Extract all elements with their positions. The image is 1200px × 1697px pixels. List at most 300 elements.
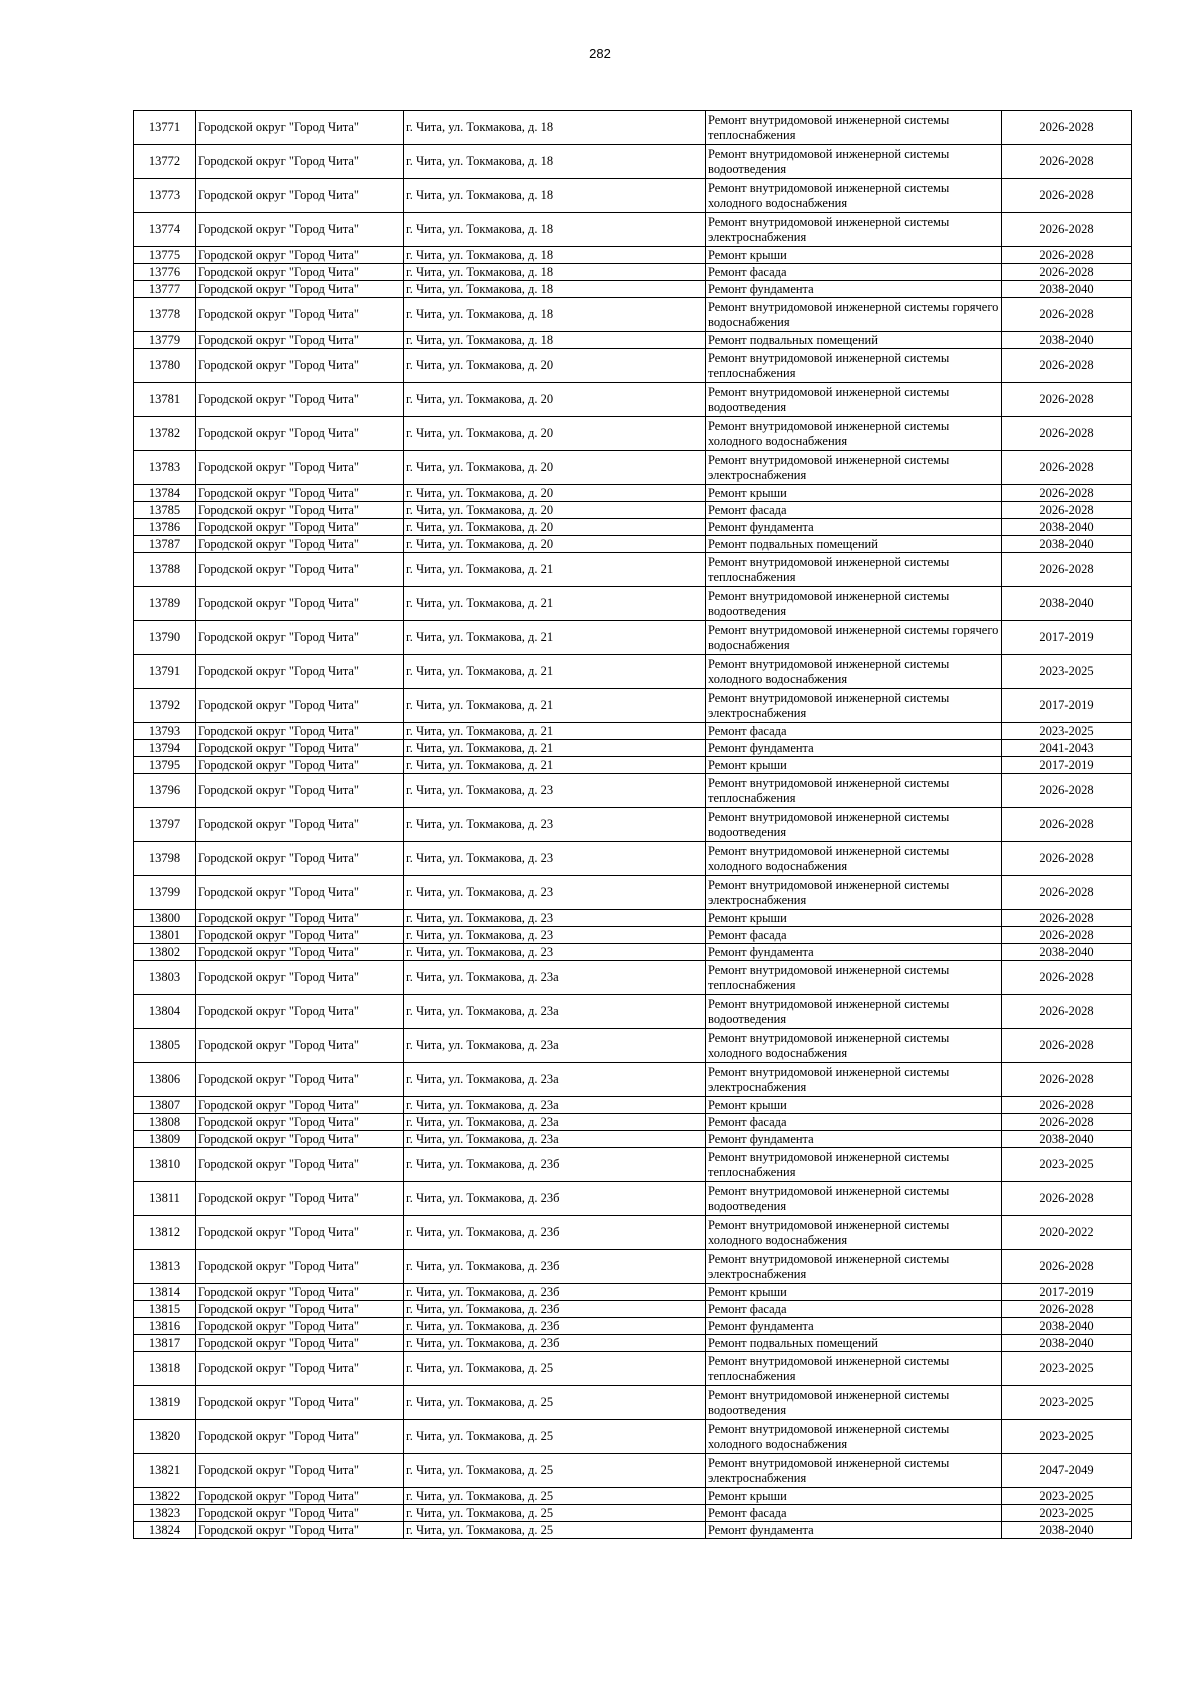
row-number-cell: 13820 [134,1420,196,1454]
address-cell: г. Чита, ул. Токмакова, д. 20 [404,383,706,417]
district-cell: Городской округ "Город Чита" [196,1318,404,1335]
table-row [134,1318,1132,1335]
work-type-cell: Ремонт внутридомовой инженерной системы водоотведения [706,587,1002,621]
table-row [134,1148,1132,1182]
district-cell: Городской округ "Город Чита" [196,1216,404,1250]
table-row [134,536,1132,553]
page-number: 282 [589,46,611,61]
work-type-cell: Ремонт фасада [706,1114,1002,1131]
row-number-cell: 13784 [134,485,196,502]
district-cell: Городской округ "Город Чита" [196,1148,404,1182]
table-row [134,1386,1132,1420]
table-row [134,621,1132,655]
period-cell: 2026-2028 [1002,876,1132,910]
work-type-cell: Ремонт фундамента [706,944,1002,961]
address-cell: г. Чита, ул. Токмакова, д. 25 [404,1488,706,1505]
row-number-cell: 13815 [134,1301,196,1318]
address-cell: г. Чита, ул. Токмакова, д. 25 [404,1522,706,1539]
address-cell: г. Чита, ул. Токмакова, д. 23а [404,1029,706,1063]
table-row [134,961,1132,995]
period-cell: 2017-2019 [1002,689,1132,723]
period-cell: 2038-2040 [1002,1522,1132,1539]
district-cell: Городской округ "Город Чита" [196,1335,404,1352]
period-cell: 2026-2028 [1002,1114,1132,1131]
address-cell: г. Чита, ул. Токмакова, д. 21 [404,723,706,740]
table-row [134,655,1132,689]
work-type-cell: Ремонт внутридомовой инженерной системы теплоснабжения [706,1148,1002,1182]
period-cell: 2026-2028 [1002,553,1132,587]
table-row [134,332,1132,349]
address-cell: г. Чита, ул. Токмакова, д. 20 [404,519,706,536]
row-number-cell: 13771 [134,111,196,145]
table-row [134,1522,1132,1539]
district-cell: Городской округ "Город Чита" [196,944,404,961]
table-row [134,740,1132,757]
row-number-cell: 13781 [134,383,196,417]
table-row [134,349,1132,383]
row-number-cell: 13795 [134,757,196,774]
table-row [134,485,1132,502]
work-type-cell: Ремонт внутридомовой инженерной системы холодного водоснабжения [706,417,1002,451]
row-number-cell: 13817 [134,1335,196,1352]
period-cell: 2038-2040 [1002,332,1132,349]
address-cell: г. Чита, ул. Токмакова, д. 18 [404,332,706,349]
table-row [134,1505,1132,1522]
period-cell: 2017-2019 [1002,621,1132,655]
work-type-cell: Ремонт внутридомовой инженерной системы водоотведения [706,1182,1002,1216]
period-cell: 2026-2028 [1002,502,1132,519]
district-cell: Городской округ "Город Чита" [196,383,404,417]
district-cell: Городской округ "Город Чита" [196,145,404,179]
work-type-cell: Ремонт внутридомовой инженерной системы горячего водоснабжения [706,298,1002,332]
work-type-cell: Ремонт подвальных помещений [706,332,1002,349]
work-type-cell: Ремонт внутридомовой инженерной системы холодного водоснабжения [706,179,1002,213]
work-type-cell: Ремонт фасада [706,1505,1002,1522]
row-number-cell: 13786 [134,519,196,536]
period-cell: 2026-2028 [1002,264,1132,281]
address-cell: г. Чита, ул. Токмакова, д. 23 [404,927,706,944]
period-cell: 2023-2025 [1002,655,1132,689]
table-row [134,808,1132,842]
district-cell: Городской округ "Город Чита" [196,740,404,757]
row-number-cell: 13816 [134,1318,196,1335]
address-cell: г. Чита, ул. Токмакова, д. 23б [404,1182,706,1216]
work-type-cell: Ремонт внутридомовой инженерной системы холодного водоснабжения [706,1216,1002,1250]
table-row [134,519,1132,536]
period-cell: 2017-2019 [1002,757,1132,774]
work-type-cell: Ремонт внутридомовой инженерной системы электроснабжения [706,451,1002,485]
row-number-cell: 13774 [134,213,196,247]
work-type-cell: Ремонт внутридомовой инженерной системы электроснабжения [706,213,1002,247]
table-row [134,247,1132,264]
district-cell: Городской округ "Город Чита" [196,757,404,774]
period-cell: 2038-2040 [1002,1335,1132,1352]
address-cell: г. Чита, ул. Токмакова, д. 25 [404,1352,706,1386]
table-body [134,111,1132,1539]
table-row [134,111,1132,145]
work-type-cell: Ремонт внутридомовой инженерной системы холодного водоснабжения [706,655,1002,689]
table-row [134,1420,1132,1454]
address-cell: г. Чита, ул. Токмакова, д. 20 [404,502,706,519]
address-cell: г. Чита, ул. Токмакова, д. 21 [404,740,706,757]
period-cell: 2020-2022 [1002,1216,1132,1250]
work-type-cell: Ремонт крыши [706,757,1002,774]
work-type-cell: Ремонт фундамента [706,1131,1002,1148]
work-type-cell: Ремонт внутридомовой инженерной системы теплоснабжения [706,349,1002,383]
district-cell: Городской округ "Город Чита" [196,1386,404,1420]
period-cell: 2026-2028 [1002,451,1132,485]
table-row [134,145,1132,179]
row-number-cell: 13791 [134,655,196,689]
table-row [134,1029,1132,1063]
period-cell: 2023-2025 [1002,1420,1132,1454]
period-cell: 2023-2025 [1002,1488,1132,1505]
row-number-cell: 13797 [134,808,196,842]
address-cell: г. Чита, ул. Токмакова, д. 23а [404,1097,706,1114]
district-cell: Городской округ "Город Чита" [196,1284,404,1301]
district-cell: Городской округ "Город Чита" [196,417,404,451]
row-number-cell: 13806 [134,1063,196,1097]
address-cell: г. Чита, ул. Токмакова, д. 21 [404,689,706,723]
district-cell: Городской округ "Город Чита" [196,1250,404,1284]
row-number-cell: 13810 [134,1148,196,1182]
work-type-cell: Ремонт фундамента [706,1318,1002,1335]
period-cell: 2038-2040 [1002,1318,1132,1335]
table-row [134,1488,1132,1505]
row-number-cell: 13803 [134,961,196,995]
period-cell: 2026-2028 [1002,1063,1132,1097]
district-cell: Городской округ "Город Чита" [196,1182,404,1216]
work-type-cell: Ремонт фасада [706,723,1002,740]
period-cell: 2023-2025 [1002,1352,1132,1386]
address-cell: г. Чита, ул. Токмакова, д. 21 [404,621,706,655]
address-cell: г. Чита, ул. Токмакова, д. 21 [404,655,706,689]
row-number-cell: 13802 [134,944,196,961]
work-type-cell: Ремонт фасада [706,1301,1002,1318]
row-number-cell: 13809 [134,1131,196,1148]
period-cell: 2026-2028 [1002,145,1132,179]
work-type-cell: Ремонт внутридомовой инженерной системы водоотведения [706,383,1002,417]
district-cell: Городской округ "Город Чита" [196,1522,404,1539]
period-cell: 2026-2028 [1002,485,1132,502]
work-type-cell: Ремонт внутридомовой инженерной системы теплоснабжения [706,553,1002,587]
address-cell: г. Чита, ул. Токмакова, д. 23а [404,1114,706,1131]
work-type-cell: Ремонт внутридомовой инженерной системы теплоснабжения [706,111,1002,145]
address-cell: г. Чита, ул. Токмакова, д. 21 [404,553,706,587]
district-cell: Городской округ "Город Чита" [196,910,404,927]
row-number-cell: 13796 [134,774,196,808]
row-number-cell: 13821 [134,1454,196,1488]
address-cell: г. Чита, ул. Токмакова, д. 23 [404,808,706,842]
period-cell: 2017-2019 [1002,1284,1132,1301]
address-cell: г. Чита, ул. Токмакова, д. 21 [404,587,706,621]
work-type-cell: Ремонт фундамента [706,740,1002,757]
row-number-cell: 13807 [134,1097,196,1114]
row-number-cell: 13812 [134,1216,196,1250]
address-cell: г. Чита, ул. Токмакова, д. 20 [404,417,706,451]
work-type-cell: Ремонт внутридомовой инженерной системы теплоснабжения [706,1352,1002,1386]
period-cell: 2038-2040 [1002,587,1132,621]
period-cell: 2038-2040 [1002,536,1132,553]
district-cell: Городской округ "Город Чита" [196,1029,404,1063]
work-type-cell: Ремонт внутридомовой инженерной системы электроснабжения [706,689,1002,723]
table-row [134,281,1132,298]
address-cell: г. Чита, ул. Токмакова, д. 23б [404,1301,706,1318]
district-cell: Городской округ "Город Чита" [196,519,404,536]
address-cell: г. Чита, ул. Токмакова, д. 23б [404,1148,706,1182]
district-cell: Городской округ "Город Чита" [196,995,404,1029]
row-number-cell: 13777 [134,281,196,298]
table-row [134,451,1132,485]
row-number-cell: 13813 [134,1250,196,1284]
row-number-cell: 13811 [134,1182,196,1216]
period-cell: 2026-2028 [1002,111,1132,145]
table-row [134,264,1132,281]
repair-schedule-table [133,110,1132,1539]
address-cell: г. Чита, ул. Токмакова, д. 23б [404,1284,706,1301]
district-cell: Городской округ "Город Чита" [196,1114,404,1131]
address-cell: г. Чита, ул. Токмакова, д. 18 [404,298,706,332]
row-number-cell: 13778 [134,298,196,332]
period-cell: 2026-2028 [1002,927,1132,944]
row-number-cell: 13822 [134,1488,196,1505]
period-cell: 2023-2025 [1002,1386,1132,1420]
work-type-cell: Ремонт внутридомовой инженерной системы холодного водоснабжения [706,1420,1002,1454]
district-cell: Городской округ "Город Чита" [196,502,404,519]
row-number-cell: 13805 [134,1029,196,1063]
table-row [134,502,1132,519]
table-row [134,876,1132,910]
district-cell: Городской округ "Город Чита" [196,1063,404,1097]
address-cell: г. Чита, ул. Токмакова, д. 25 [404,1386,706,1420]
period-cell: 2026-2028 [1002,1250,1132,1284]
table-row [134,757,1132,774]
district-cell: Городской округ "Город Чита" [196,842,404,876]
row-number-cell: 13787 [134,536,196,553]
district-cell: Городской округ "Город Чита" [196,808,404,842]
address-cell: г. Чита, ул. Токмакова, д. 18 [404,111,706,145]
table-row [134,1182,1132,1216]
period-cell: 2026-2028 [1002,910,1132,927]
row-number-cell: 13788 [134,553,196,587]
period-cell: 2038-2040 [1002,1131,1132,1148]
table-row [134,910,1132,927]
work-type-cell: Ремонт внутридомовой инженерной системы водоотведения [706,995,1002,1029]
address-cell: г. Чита, ул. Токмакова, д. 18 [404,247,706,264]
table-row [134,1131,1132,1148]
table-row [134,689,1132,723]
district-cell: Городской округ "Город Чита" [196,1505,404,1522]
district-cell: Городской округ "Город Чита" [196,723,404,740]
work-type-cell: Ремонт крыши [706,910,1002,927]
period-cell: 2026-2028 [1002,247,1132,264]
row-number-cell: 13785 [134,502,196,519]
district-cell: Городской округ "Город Чита" [196,553,404,587]
address-cell: г. Чита, ул. Токмакова, д. 23 [404,910,706,927]
address-cell: г. Чита, ул. Токмакова, д. 25 [404,1420,706,1454]
row-number-cell: 13818 [134,1352,196,1386]
address-cell: г. Чита, ул. Токмакова, д. 18 [404,213,706,247]
district-cell: Городской округ "Город Чита" [196,961,404,995]
district-cell: Городской округ "Город Чита" [196,264,404,281]
table-row [134,1216,1132,1250]
period-cell: 2023-2025 [1002,723,1132,740]
district-cell: Городской округ "Город Чита" [196,587,404,621]
row-number-cell: 13792 [134,689,196,723]
district-cell: Городской округ "Город Чита" [196,332,404,349]
row-number-cell: 13779 [134,332,196,349]
address-cell: г. Чита, ул. Токмакова, д. 20 [404,349,706,383]
period-cell: 2026-2028 [1002,1301,1132,1318]
district-cell: Городской округ "Город Чита" [196,689,404,723]
work-type-cell: Ремонт фасада [706,502,1002,519]
table-row [134,553,1132,587]
address-cell: г. Чита, ул. Токмакова, д. 20 [404,485,706,502]
work-type-cell: Ремонт внутридомовой инженерной системы электроснабжения [706,1250,1002,1284]
address-cell: г. Чита, ул. Токмакова, д. 23б [404,1335,706,1352]
table-row [134,944,1132,961]
district-cell: Городской округ "Город Чита" [196,1097,404,1114]
work-type-cell: Ремонт подвальных помещений [706,1335,1002,1352]
table-row [134,995,1132,1029]
address-cell: г. Чита, ул. Токмакова, д. 23б [404,1250,706,1284]
period-cell: 2026-2028 [1002,349,1132,383]
district-cell: Городской округ "Город Чита" [196,179,404,213]
period-cell: 2026-2028 [1002,1029,1132,1063]
period-cell: 2026-2028 [1002,298,1132,332]
row-number-cell: 13808 [134,1114,196,1131]
district-cell: Городской округ "Город Чита" [196,655,404,689]
row-number-cell: 13799 [134,876,196,910]
work-type-cell: Ремонт крыши [706,247,1002,264]
address-cell: г. Чита, ул. Токмакова, д. 23а [404,995,706,1029]
period-cell: 2038-2040 [1002,944,1132,961]
period-cell: 2023-2025 [1002,1505,1132,1522]
row-number-cell: 13819 [134,1386,196,1420]
district-cell: Городской округ "Город Чита" [196,927,404,944]
period-cell: 2026-2028 [1002,842,1132,876]
address-cell: г. Чита, ул. Токмакова, д. 25 [404,1505,706,1522]
work-type-cell: Ремонт внутридомовой инженерной системы электроснабжения [706,876,1002,910]
period-cell: 2038-2040 [1002,519,1132,536]
row-number-cell: 13775 [134,247,196,264]
district-cell: Городской округ "Город Чита" [196,281,404,298]
address-cell: г. Чита, ул. Токмакова, д. 25 [404,1454,706,1488]
district-cell: Городской округ "Город Чита" [196,1420,404,1454]
row-number-cell: 13814 [134,1284,196,1301]
row-number-cell: 13801 [134,927,196,944]
period-cell: 2026-2028 [1002,1097,1132,1114]
address-cell: г. Чита, ул. Токмакова, д. 23 [404,842,706,876]
table-row [134,723,1132,740]
table-row [134,1097,1132,1114]
work-type-cell: Ремонт внутридомовой инженерной системы теплоснабжения [706,961,1002,995]
row-number-cell: 13804 [134,995,196,1029]
work-type-cell: Ремонт внутридомовой инженерной системы холодного водоснабжения [706,1029,1002,1063]
table-row [134,927,1132,944]
district-cell: Городской округ "Город Чита" [196,1301,404,1318]
row-number-cell: 13780 [134,349,196,383]
table-row [134,298,1132,332]
address-cell: г. Чита, ул. Токмакова, д. 20 [404,536,706,553]
district-cell: Городской округ "Город Чита" [196,485,404,502]
district-cell: Городской округ "Город Чита" [196,1352,404,1386]
period-cell: 2041-2043 [1002,740,1132,757]
work-type-cell: Ремонт фундамента [706,1522,1002,1539]
address-cell: г. Чита, ул. Токмакова, д. 18 [404,145,706,179]
period-cell: 2026-2028 [1002,808,1132,842]
address-cell: г. Чита, ул. Токмакова, д. 18 [404,281,706,298]
district-cell: Городской округ "Город Чита" [196,247,404,264]
address-cell: г. Чита, ул. Токмакова, д. 23б [404,1216,706,1250]
period-cell: 2026-2028 [1002,213,1132,247]
district-cell: Городской округ "Город Чита" [196,774,404,808]
address-cell: г. Чита, ул. Токмакова, д. 23а [404,1131,706,1148]
table-row [134,842,1132,876]
period-cell: 2026-2028 [1002,995,1132,1029]
district-cell: Городской округ "Город Чита" [196,536,404,553]
address-cell: г. Чита, ул. Токмакова, д. 21 [404,757,706,774]
address-cell: г. Чита, ул. Токмакова, д. 23а [404,1063,706,1097]
district-cell: Городской округ "Город Чита" [196,1131,404,1148]
work-type-cell: Ремонт внутридомовой инженерной системы водоотведения [706,1386,1002,1420]
period-cell: 2047-2049 [1002,1454,1132,1488]
row-number-cell: 13776 [134,264,196,281]
work-type-cell: Ремонт внутридомовой инженерной системы водоотведения [706,145,1002,179]
work-type-cell: Ремонт внутридомовой инженерной системы электроснабжения [706,1454,1002,1488]
work-type-cell: Ремонт крыши [706,1488,1002,1505]
row-number-cell: 13823 [134,1505,196,1522]
table-row [134,1335,1132,1352]
work-type-cell: Ремонт фундамента [706,519,1002,536]
address-cell: г. Чита, ул. Токмакова, д. 23а [404,961,706,995]
district-cell: Городской округ "Город Чита" [196,111,404,145]
period-cell: 2026-2028 [1002,179,1132,213]
work-type-cell: Ремонт фасада [706,264,1002,281]
work-type-cell: Ремонт фундамента [706,281,1002,298]
period-cell: 2026-2028 [1002,1182,1132,1216]
work-type-cell: Ремонт крыши [706,1284,1002,1301]
period-cell: 2026-2028 [1002,774,1132,808]
period-cell: 2026-2028 [1002,417,1132,451]
table-row [134,1114,1132,1131]
district-cell: Городской округ "Город Чита" [196,876,404,910]
address-cell: г. Чита, ул. Токмакова, д. 23 [404,876,706,910]
table-row [134,1284,1132,1301]
row-number-cell: 13789 [134,587,196,621]
work-type-cell: Ремонт внутридомовой инженерной системы горячего водоснабжения [706,621,1002,655]
work-type-cell: Ремонт крыши [706,485,1002,502]
table-row [134,587,1132,621]
row-number-cell: 13824 [134,1522,196,1539]
address-cell: г. Чита, ул. Токмакова, д. 18 [404,179,706,213]
district-cell: Городской округ "Город Чита" [196,1454,404,1488]
row-number-cell: 13798 [134,842,196,876]
address-cell: г. Чита, ул. Токмакова, д. 23 [404,944,706,961]
address-cell: г. Чита, ул. Токмакова, д. 23б [404,1318,706,1335]
table-row [134,774,1132,808]
table-row [134,1063,1132,1097]
district-cell: Городской округ "Город Чита" [196,621,404,655]
table-row [134,213,1132,247]
work-type-cell: Ремонт подвальных помещений [706,536,1002,553]
row-number-cell: 13783 [134,451,196,485]
table-row [134,1454,1132,1488]
district-cell: Городской округ "Город Чита" [196,349,404,383]
table-row [134,1301,1132,1318]
work-type-cell: Ремонт внутридомовой инженерной системы теплоснабжения [706,774,1002,808]
table-row [134,1250,1132,1284]
